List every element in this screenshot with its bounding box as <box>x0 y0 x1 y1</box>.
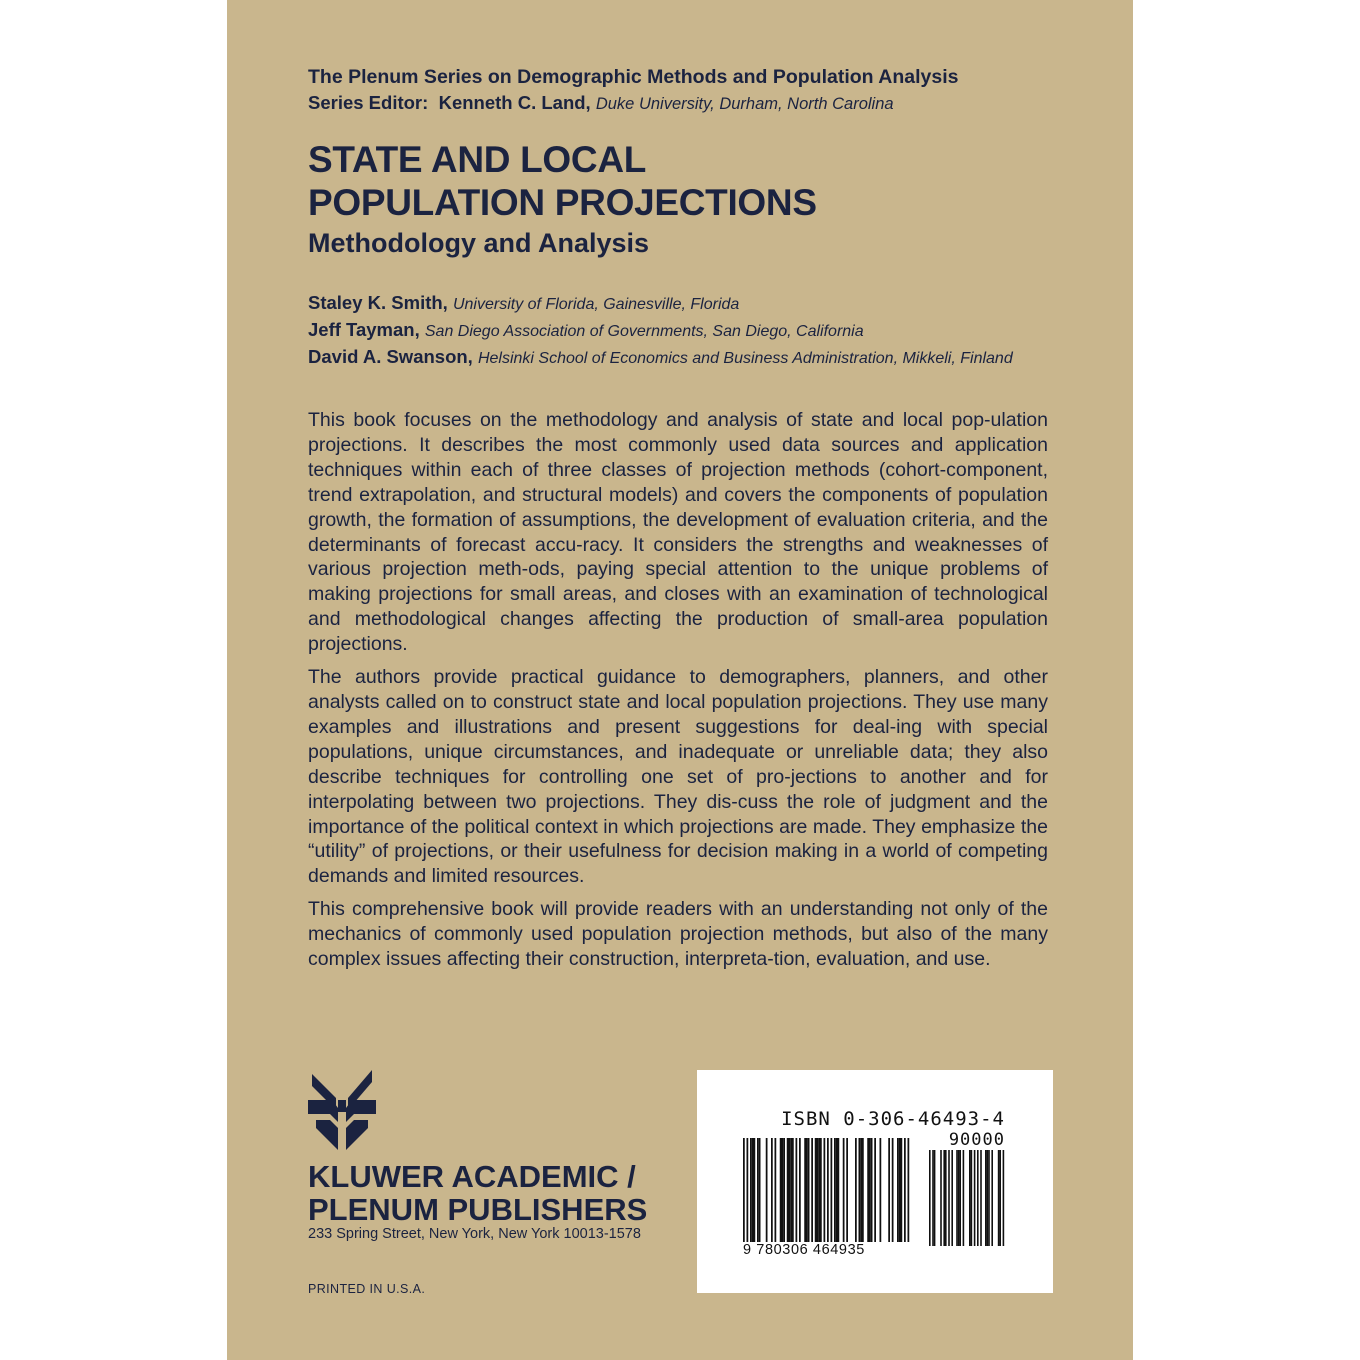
barcode-bar <box>817 1138 819 1242</box>
barcode-bar <box>804 1138 806 1242</box>
barcode-bar <box>759 1138 761 1242</box>
publisher-name <box>308 1160 647 1226</box>
book-title <box>308 138 817 224</box>
description-paragraph-1: This book focuses on the methodology and analysis of state and local pop-ulation projections. It describes the most commonly used data sources and application techniques within each of three classes of projection methods (cohort-component, trend extrapolation, and structural models) and covers the components of population growth, the formation of assumptions, the development of evaluation criteria, and the determinants of forecast accu-racy. It considers the strengths and weaknesses of various projection meth-ods, paying special attention to the unique problems of making projections for small areas, and closes with an examination of technological and methodological changes affecting the production of small-area population projections. <box>308 409 1048 656</box>
barcode-bar <box>963 1150 965 1246</box>
author-name: Staley K. Smith, <box>308 292 448 313</box>
barcode-bar <box>855 1138 857 1242</box>
barcode-bar <box>899 1138 901 1242</box>
barcode-bar <box>897 1138 899 1242</box>
barcode-bar <box>880 1138 882 1242</box>
barcode-bar <box>874 1138 876 1242</box>
barcode-bar <box>808 1138 810 1242</box>
barcode-bar <box>836 1138 838 1242</box>
barcode-bar <box>971 1150 973 1246</box>
barcode-bar <box>977 1150 979 1246</box>
author-affiliation: Helsinki School of Economics and Business Administration, Mikkeli, Finland <box>477 350 1013 367</box>
barcode-bar <box>943 1150 945 1246</box>
barcode-bar <box>860 1138 862 1242</box>
barcode-bar <box>771 1138 773 1242</box>
barcode-bar <box>820 1138 822 1242</box>
addon-barcode <box>929 1150 1007 1246</box>
barcode-bar <box>998 1150 1000 1246</box>
publisher-address: 233 Spring Street, New York, New York 10013-1578 <box>308 1226 641 1242</box>
barcode-bar <box>974 1150 976 1246</box>
barcode-bar <box>969 1150 971 1246</box>
barcode-bar <box>940 1150 942 1246</box>
ean-barcode <box>743 1138 911 1242</box>
barcode-bar <box>871 1138 873 1242</box>
barcode-bar <box>775 1138 777 1242</box>
barcode-bar <box>987 1150 989 1246</box>
barcode-bar <box>743 1138 745 1242</box>
description-paragraph-2: The authors provide practical guidance to demographers, planners, and other analysts called on to construct state and local population projections. They use many examples and illustrations and present suggestions for deal-ing with special populations, unique circumstances, and inadequate or unreliable data; they also describe techniques for controlling one set of pro-jections to another and for interpolating between two projections. They dis-cuss the role of judgment and the importance of the political context in which projections are made. They emphasize the “utility” of projections, or their usefulness for decision making in a world of competing demands and limited resources. <box>308 666 1048 888</box>
barcode-bar <box>806 1138 808 1242</box>
barcode-bar <box>815 1138 817 1242</box>
series-editor-label: Series Editor: <box>308 92 429 113</box>
author-entry <box>308 290 1048 317</box>
barcode-bar <box>780 1138 782 1242</box>
author-name: David A. Swanson, <box>308 346 473 367</box>
barcode-bar <box>831 1138 833 1242</box>
barcode-bar <box>799 1138 801 1242</box>
barcode-bar <box>846 1138 848 1242</box>
barcode-bar <box>766 1138 768 1242</box>
barcode-bar <box>834 1138 836 1242</box>
series-editor-name: Kenneth C. Land, <box>438 92 591 113</box>
barcode-bar <box>988 1150 990 1246</box>
printed-notice: PRINTED IN U.S.A. <box>308 1282 426 1296</box>
barcode-bar <box>934 1150 936 1246</box>
book-title-line-1: STATE AND LOCAL <box>308 139 647 180</box>
barcode-bar <box>951 1150 953 1246</box>
ean-digits: 9 780306 464935 <box>743 1242 865 1258</box>
barcode-bar <box>754 1138 756 1242</box>
book-subtitle: Methodology and Analysis <box>308 228 650 258</box>
book-title-line-2: POPULATION PROJECTIONS <box>308 182 817 223</box>
author-name: Jeff Tayman, <box>308 319 420 340</box>
description-paragraph-3: This comprehensive book will provide readers with an understanding not only of the mechanics of commonly used population projection methods, but also of the many complex issues affecting their construction, interpreta-tion, evaluation, and use. <box>308 898 1048 971</box>
author-affiliation: University of Florida, Gainesville, Florida <box>452 296 740 313</box>
barcode-bar <box>1003 1150 1005 1246</box>
series-name: The Plenum Series on Demographic Methods and Population Analysis <box>308 66 959 88</box>
barcode-panel <box>697 1070 1053 1293</box>
barcode-bar <box>789 1138 791 1242</box>
author-list <box>308 290 1048 371</box>
barcode-bar <box>904 1138 906 1242</box>
barcode-bar <box>862 1138 864 1242</box>
book-description <box>308 408 1048 980</box>
barcode-bar <box>787 1138 789 1242</box>
price-code: 90000 <box>948 1130 1005 1150</box>
barcode-bar <box>796 1138 798 1242</box>
barcode-bar <box>827 1138 829 1242</box>
barcode-bar <box>908 1138 910 1242</box>
barcode-bar <box>991 1150 993 1246</box>
barcode-bar <box>818 1138 820 1242</box>
publisher-name-line-2: PLENUM PUBLISHERS <box>308 1192 648 1227</box>
barcode-bar <box>867 1138 869 1242</box>
barcode-bar <box>869 1138 871 1242</box>
series-editor-line <box>308 92 894 114</box>
author-affiliation: San Diego Association of Governments, San Diego, California <box>424 323 864 340</box>
barcode-bar <box>958 1150 960 1246</box>
barcode-bar <box>747 1138 749 1242</box>
series-editor-affiliation: Duke University, Durham, North Carolina <box>595 95 894 113</box>
barcode-bar <box>948 1150 950 1246</box>
barcode-bar <box>945 1150 947 1246</box>
barcode-bar <box>859 1138 861 1242</box>
isbn-label: ISBN 0-306-46493-4 <box>781 1108 1005 1130</box>
barcode-bar <box>956 1150 958 1246</box>
barcode-bar <box>892 1138 894 1242</box>
barcode-bar <box>811 1138 813 1242</box>
barcode-bar <box>792 1138 794 1242</box>
barcode-bar <box>838 1138 840 1242</box>
barcode-bar <box>985 1150 987 1246</box>
barcode-bar <box>888 1138 890 1242</box>
author-entry <box>308 317 1048 344</box>
barcode-bar <box>757 1138 759 1242</box>
barcode-bar <box>782 1138 784 1242</box>
barcode-bar <box>824 1138 826 1242</box>
barcode-bar <box>843 1138 845 1242</box>
publisher-name-line-1: KLUWER ACADEMIC / <box>308 1159 636 1194</box>
barcode-bar <box>752 1138 754 1242</box>
barcode-bar <box>929 1150 931 1246</box>
kluwer-plenum-logo-icon <box>308 1070 376 1154</box>
barcode-bar <box>901 1138 903 1242</box>
barcode-bar <box>790 1138 792 1242</box>
barcode-bar <box>980 1150 982 1246</box>
barcode-bar <box>783 1138 785 1242</box>
barcode-bar <box>999 1150 1001 1246</box>
author-entry <box>308 344 1048 371</box>
barcode-bar <box>932 1150 934 1246</box>
barcode-bar <box>959 1150 961 1246</box>
barcode-bar <box>750 1138 752 1242</box>
